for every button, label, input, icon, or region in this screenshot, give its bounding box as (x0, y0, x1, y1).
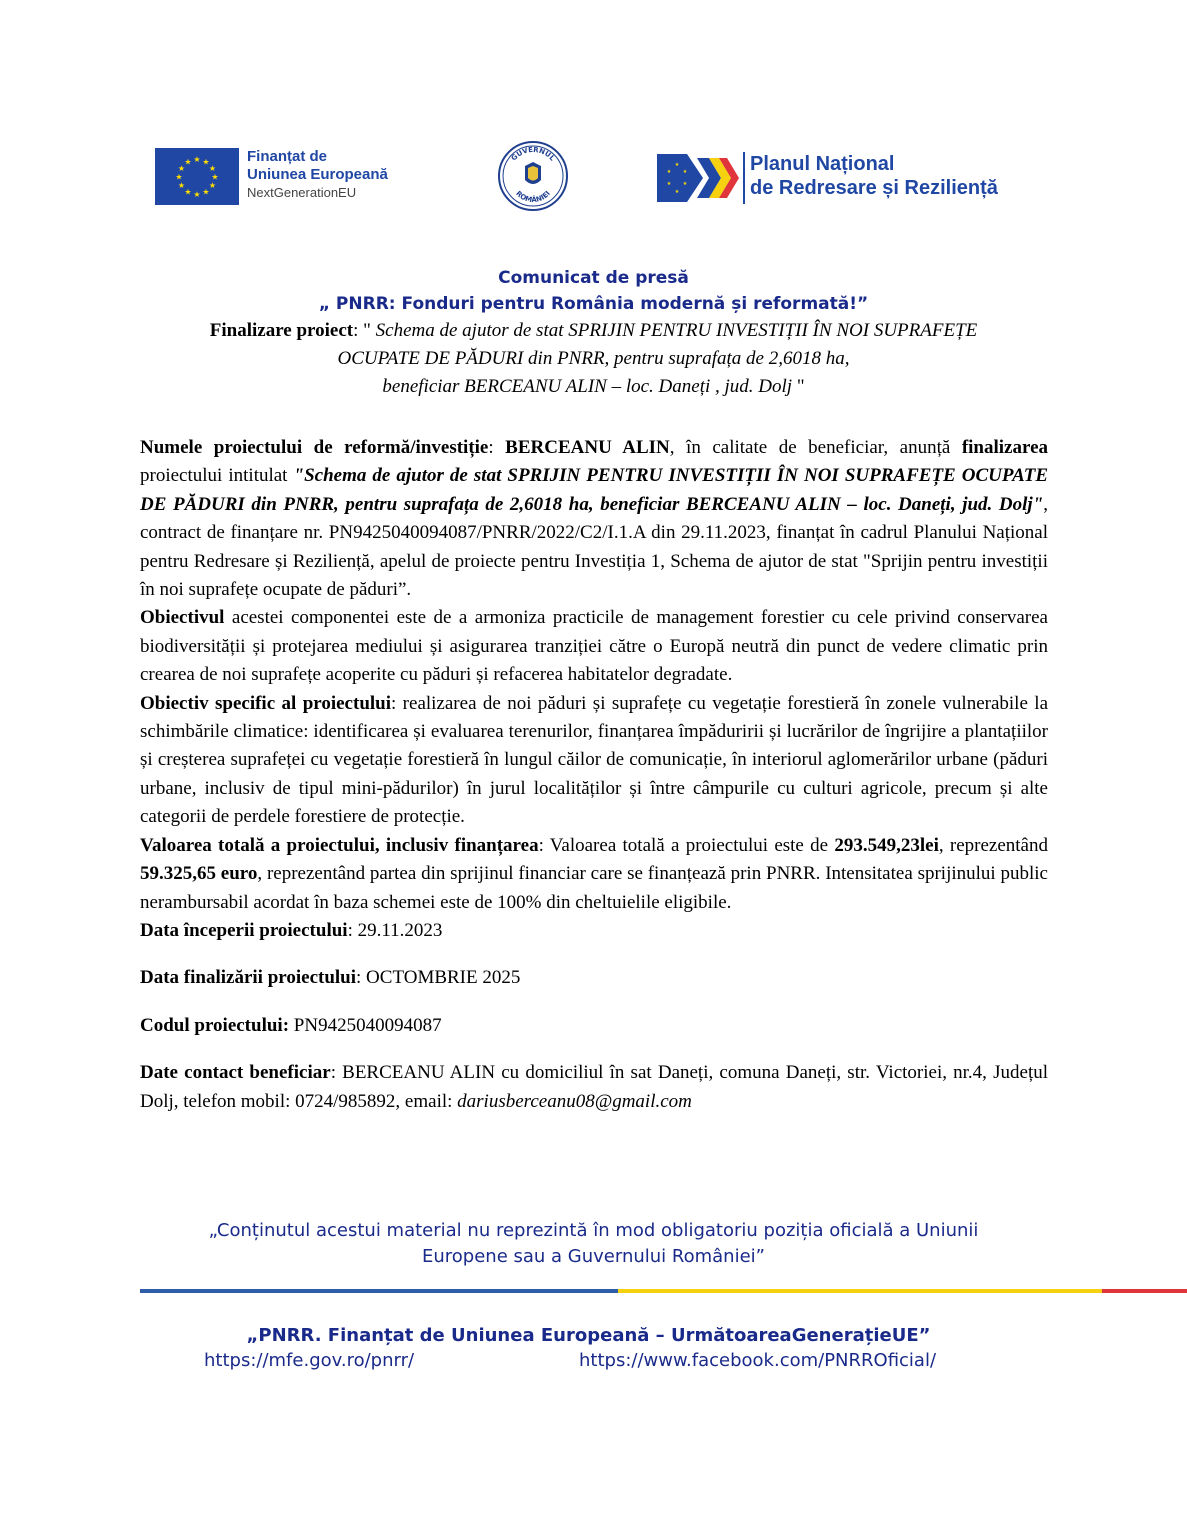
divider-blue (140, 1289, 618, 1293)
project-name-paragraph (140, 434, 1048, 604)
svg-text:★: ★ (208, 181, 217, 190)
project-title: "Schema de ajutor de stat SPRIJIN PENTRU INVESTIȚII ÎN NOI SUPRAFEȚE OCUPATE DE PĂDURI din PNRR, pentru suprafața de 2,6018 ha, beneficiar BERCEANU ALIN – loc. Daneți, jud. Dolj" (140, 465, 1048, 515)
contact-paragraph (140, 1059, 1048, 1116)
pnrr-flag-icon (657, 154, 739, 202)
disclaimer-line1: „Conținutul acestui material nu reprezintă în mod obligatoriu poziția oficială a Uniunii (208, 1220, 979, 1241)
project-name-label: Numele proiectului de reformă/investiție (140, 437, 489, 458)
svg-text:★: ★ (193, 155, 201, 164)
tricolor-divider (140, 1289, 1187, 1293)
seal-bottom-text: ROMÂNIEI (514, 189, 552, 205)
finalize-title-part3: beneficiar BERCEANU ALIN – loc. Daneți , jud. Dolj (382, 376, 793, 397)
start-date-line (140, 917, 1048, 945)
pnrr-logo (657, 152, 1027, 212)
objective-text: acestei componentei este de a armoniza practicile de management forestier cu cele privind conservarea biodiversității și protejarea mediului și asigurarea tranziției către o Europă neutră din punct de vedere climatic prin crearea de noi suprafețe acoperite cu păduri și refacerea habitatelor degradate. (140, 607, 1048, 686)
svg-text:★: ★ (666, 169, 672, 175)
end-date-line (140, 964, 1048, 992)
contact-text: : BERCEANU ALIN cu domiciliul în sat Daneți, comuna Daneți, str. Victoriei, nr.4, Județul Dolj, telefon mobil: 0724/985892, email: (140, 1062, 1048, 1112)
finalize-line-3 (0, 373, 1187, 401)
text-span: , reprezentând (938, 834, 1048, 856)
pnrr-logo-line1: Planul Național (750, 153, 895, 175)
link-mfe[interactable]: https://mfe.gov.ro/pnrr/ (204, 1350, 415, 1371)
pnrr-logo-line2: de Redresare și Reziliență (750, 177, 998, 199)
objective-label: Obiectivul (140, 607, 225, 629)
divider-red (1102, 1289, 1187, 1293)
seal-top-text: GUVERNUL (509, 145, 557, 163)
press-release-body (140, 434, 1048, 1116)
svg-text:★: ★ (202, 187, 210, 197)
project-code-value: PN9425040094087 (289, 1014, 442, 1036)
footer-title: „PNRR. Finanțat de Uniunea Europeană – UrmătoareaGenerațieUE” (246, 1325, 931, 1346)
project-code-line (140, 1012, 1048, 1040)
text-span: : Valoarea totală a proiectului este de (538, 834, 835, 856)
eu-logo-line3: NextGenerationEU (247, 185, 357, 200)
text-span: , în calitate de beneficiar, anunță (669, 437, 962, 458)
page-title: Comunicat de presă (498, 268, 689, 288)
svg-text:★: ★ (666, 181, 672, 187)
project-code-label: Codul proiectului: (140, 1014, 290, 1036)
svg-text:★: ★ (193, 190, 201, 199)
text-span: : (488, 437, 506, 458)
objective-paragraph (140, 604, 1048, 689)
svg-text:★: ★ (674, 189, 680, 195)
finalize-label: Finalizare proiect (209, 320, 354, 341)
end-date-value: : OCTOMBRIE 2025 (356, 967, 521, 989)
contact-email: dariusberceanu08@gmail.com (457, 1090, 692, 1112)
svg-text:★: ★ (682, 169, 688, 175)
eu-flag-icon (155, 148, 239, 205)
eu-logo-line1: Finanțat de (247, 148, 328, 165)
finalize-title-part2: OCUPATE DE PĂDURI din PNRR, pentru suprafața de 2,6018 ha, (337, 348, 850, 369)
press-release-heading (0, 265, 1187, 401)
eu-logo-line2: Uniunea Europeană (247, 166, 388, 183)
funding-details: , reprezentând partea din sprijinul financiar care se finanțează prin PNRR. Intensitatea sprijinului public nerambursabil acordat în baza schemei este de 100% din cheltuielile eligibile. (140, 863, 1048, 913)
svg-text:★: ★ (202, 157, 210, 167)
value-lei: 293.549,23lei (834, 834, 939, 856)
specific-objective-paragraph (140, 690, 1048, 832)
footer (0, 1324, 1187, 1374)
disclaimer-line2: Europene sau a Guvernului României” (422, 1246, 765, 1267)
contract-details: , contract de finanțare nr. PN9425040094087/PNRR/2022/C2/I.1.A din 29.11.2023, finanțat în cadrul Planului Național pentru Redresare și Reziliență, apelul de proiecte pentru Investiția 1, Schema de ajutor de stat "Sprijin pentru investiții în noi suprafețe ocupate de păduri”. (140, 493, 1048, 601)
finalize-title-part1: Schema de ajutor de stat SPRIJIN PENTRU INVESTIȚII ÎN NOI SUPRAFEȚE (375, 320, 978, 341)
svg-text:★: ★ (184, 157, 192, 167)
finalization-word: finalizarea (961, 437, 1048, 458)
logo-header (0, 140, 1187, 220)
page-subtitle: „ PNRR: Fonduri pentru România modernă și reformată!” (318, 294, 869, 314)
finalize-line-1 (0, 317, 1187, 345)
divider-yellow (618, 1289, 1102, 1293)
start-date-value: : 29.11.2023 (347, 919, 443, 941)
contact-label: Date contact beneficiar (140, 1062, 331, 1084)
eu-funding-logo (155, 148, 425, 208)
svg-text:★: ★ (177, 164, 186, 173)
svg-text:★: ★ (184, 187, 192, 197)
svg-text:★: ★ (175, 172, 183, 182)
specific-objective-label: Obiectiv specific al proiectului (140, 692, 392, 714)
value-euro: 59.325,65 euro (140, 863, 258, 885)
text-span: proiectului intitulat (140, 465, 294, 487)
total-value-label: Valoarea totală a proiectului, inclusiv finanțarea (140, 834, 539, 856)
end-date-label: Data finalizării proiectului (140, 967, 357, 989)
beneficiary-name: BERCEANU ALIN (505, 437, 670, 458)
svg-text:★: ★ (211, 172, 219, 182)
svg-text:★: ★ (674, 162, 680, 168)
total-value-paragraph (140, 832, 1048, 917)
start-date-label: Data începerii proiectului (140, 919, 348, 941)
specific-objective-text: : realizarea de noi păduri și suprafețe cu vegetație forestieră în zonele vulnerabile la schimbările climatice: identificarea și evaluarea terenurilor, finanțarea împăduririi și lucrărilor de îngrijire a plantațiilor și creșterea suprafeței cu vegetație forestieră în lungul căilor de comunicație, în interiorul aglomerărilor urbane (păduri urbane, inclusiv de tipul mini-pădurilor) în jurul localităților și între câmpurile cu culturi agricole, precum și alte categorii de perdele forestiere de protecție. (140, 692, 1048, 828)
government-seal-icon (497, 140, 569, 212)
pnrr-divider (743, 152, 745, 204)
finalize-suffix: " (792, 376, 805, 397)
svg-text:★: ★ (208, 164, 217, 173)
disclaimer (0, 1218, 1187, 1270)
link-facebook[interactable]: https://www.facebook.com/PNRROficial/ (579, 1350, 937, 1371)
svg-text:★: ★ (177, 181, 186, 190)
finalize-prefix: : " (353, 320, 376, 341)
svg-text:★: ★ (682, 181, 688, 187)
